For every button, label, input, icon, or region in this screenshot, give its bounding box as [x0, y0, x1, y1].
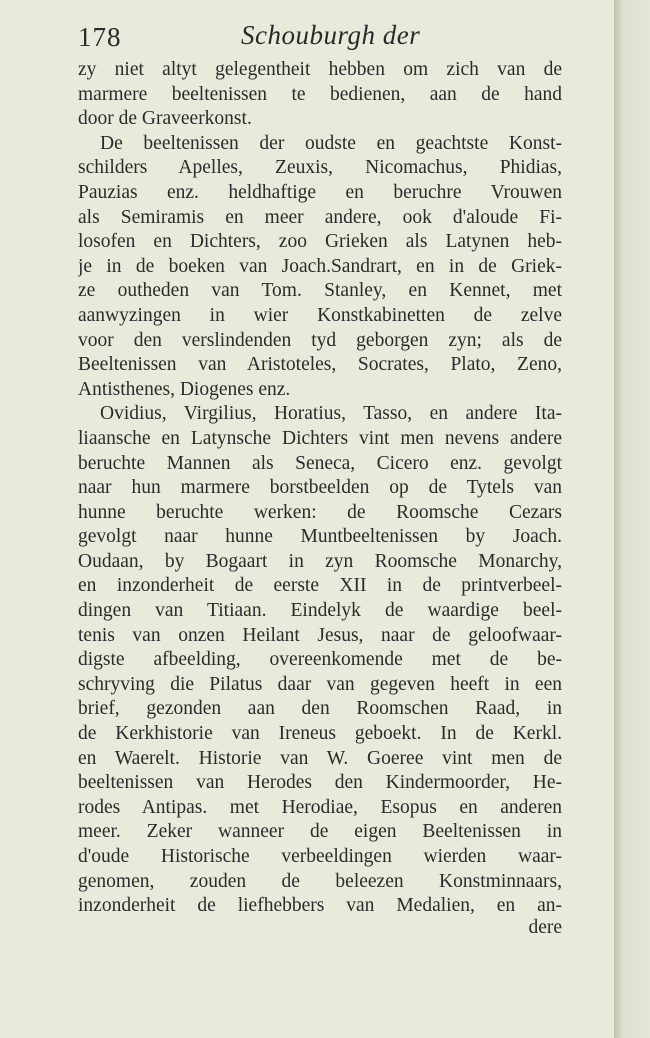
text-line: voor den verslindenden tyd geborgen zyn; als de: [78, 329, 562, 351]
text-line: schilders Apelles, Zeuxis, Nicomachus, Phidias,: [78, 157, 562, 179]
text-line: brief, gezonden aan den Roomschen Raad, in: [78, 698, 562, 720]
text-line: en Waerelt. Historie van W. Goeree vint men de: [78, 747, 562, 769]
text-line: hunne beruchte werken: de Roomsche Cezars: [78, 501, 562, 523]
page-number: 178: [78, 22, 122, 52]
text-line: rodes Antipas. met Herodiae, Esopus en anderen: [78, 796, 562, 818]
running-head-title: Schouburgh der: [241, 20, 421, 50]
running-head: [78, 18, 558, 52]
text-line: door de Graveerkonst.: [78, 108, 252, 130]
text-line: dingen van Titiaan. Eindelyk de waardige beel-: [78, 600, 562, 622]
text-line: je in de boeken van Joach.Sandrart, en in de Griek-: [78, 255, 562, 277]
text-line: zy niet altyt gelegentheit hebben om zich van de: [78, 59, 562, 80]
text-line: liaansche en Latynsche Dichters vint men nevens andere: [78, 427, 562, 449]
text-line: Ovidius, Virgilius, Horatius, Tasso, en andere Ita-: [100, 403, 562, 425]
text-line: De beeltenissen der oudste en geachtste Konst-: [100, 132, 562, 154]
text-line: als Semiramis en meer andere, ook d'aloude Fi-: [78, 206, 562, 228]
text-line: d'oude Historische verbeeldingen wierden waar-: [78, 846, 562, 867]
text-line: Beeltenissen van Aristoteles, Socrates, Plato, Zeno,: [78, 354, 562, 376]
text-line: schryving die Pilatus daar van gegeven heeft in een: [78, 673, 562, 695]
page-gutter-edge: [614, 0, 650, 1038]
text-line: inzonderheit de liefhebbers van Medalien, en an-: [78, 895, 562, 917]
text-line: naar hun marmere borstbeelden op de Tytels van: [78, 477, 562, 499]
text-line: Pauzias enz. heldhaftige en beruchre Vrouwen: [78, 181, 562, 203]
text-line: en inzonderheit de eerste XII in de printverbeel-: [78, 575, 562, 597]
text-line: meer. Zeker wanneer de eigen Beeltenissen in: [78, 821, 562, 843]
text-line: ze outheden van Tom. Stanley, en Kennet, met: [78, 280, 562, 302]
catchword: dere: [528, 917, 562, 938]
text-line: losofen en Dichters, zoo Grieken als Latynen heb-: [78, 231, 562, 253]
text-line: marmere beeltenissen te bedienen, aan de hand: [78, 83, 562, 105]
text-line: tenis van onzen Heilant Jesus, naar de geloofwaar-: [78, 624, 562, 646]
text-line: de Kerkhistorie van Ireneus geboekt. In de Kerkl.: [78, 723, 562, 745]
text-line: beruchte Mannen als Seneca, Cicero enz. gevolgt: [78, 452, 562, 474]
text-line: beeltenissen van Herodes den Kindermoorder, He-: [78, 772, 562, 794]
text-line: genomen, zouden de beleezen Konstminnaars,: [78, 870, 562, 892]
text-line: aanwyzingen in wier Konstkabinetten de zelve: [78, 304, 562, 326]
text-line: Antisthenes, Diogenes enz.: [78, 378, 291, 400]
text-line: gevolgt naar hunne Muntbeeltenissen by Joach.: [78, 526, 562, 548]
text-line: digste afbeelding, overeenkomende met de be-: [78, 649, 562, 671]
text-line: Oudaan, by Bogaart in zyn Roomsche Monarchy,: [78, 550, 562, 572]
body-text: [78, 58, 562, 919]
